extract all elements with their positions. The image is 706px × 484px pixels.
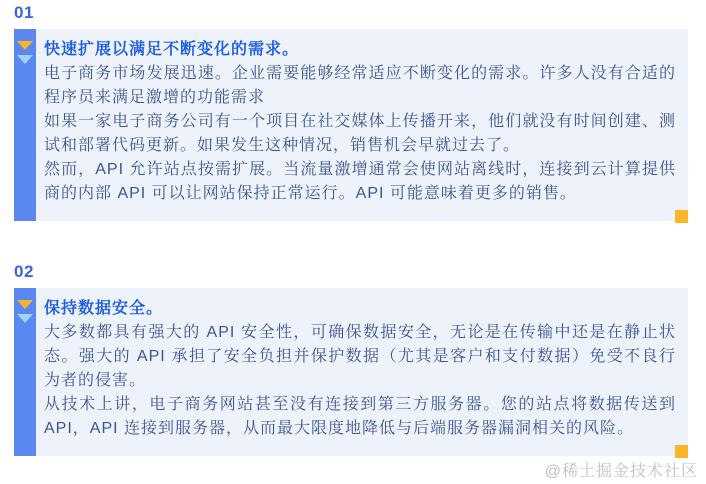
yellow-corner-square <box>675 445 688 458</box>
section-01 <box>14 29 688 221</box>
section-01-paragraph: 电子商务市场发展迅速。企业需要能够经常适应不断变化的需求。许多人没有合适的程序员来满足激增的功能需求 <box>44 65 676 106</box>
double-chevron-down-icon <box>17 41 33 64</box>
chevron-down-lightblue-icon <box>17 314 33 323</box>
section-01-side-bar <box>14 29 36 221</box>
section-01-title: 快速扩展以满足不断变化的需求。 <box>44 41 300 58</box>
chevron-down-yellow-icon <box>17 41 33 50</box>
watermark: @稀土掘金技术社区 <box>544 463 698 480</box>
section-number-01: 01 <box>14 3 34 22</box>
section-divider-gap <box>0 221 706 259</box>
section-number-02: 02 <box>14 262 34 281</box>
section-02-side-bar <box>14 288 36 456</box>
double-chevron-down-icon <box>17 300 33 323</box>
section-01-paragraph: 然而，API 允许站点按需扩展。当流量激增通常会使网站离线时，连接到云计算提供商的内部 API 可以让网站保持正常运行。API 可能意味着更多的销售。 <box>44 161 676 202</box>
yellow-corner-square <box>675 210 688 223</box>
chevron-down-lightblue-icon <box>17 55 33 64</box>
section-02-paragraph: 从技术上讲，电子商务网站甚至没有连接到第三方服务器。您的站点将数据传送到 API，API 连接到服务器，从而最大限度地降低与后端服务器漏洞相关的风险。 <box>44 396 676 437</box>
section-01-panel <box>36 29 688 221</box>
section-02-panel <box>36 288 688 456</box>
section-01-paragraph: 如果一家电子商务公司有一个项目在社交媒体上传播开来，他们就没有时间创建、测试和部署代码更新。如果发生这种情况，销售机会早就过去了。 <box>44 113 676 154</box>
section-02-title: 保持数据安全。 <box>44 300 164 317</box>
section-02-paragraph: 大多数都具有强大的 API 安全性，可确保数据安全，无论是在传输中还是在静止状态。强大的 API 承担了安全负担并保护数据（尤其是客户和支付数据）免受不良行为者的侵害。 <box>44 324 676 389</box>
section-02 <box>14 288 688 456</box>
chevron-down-yellow-icon <box>17 300 33 309</box>
